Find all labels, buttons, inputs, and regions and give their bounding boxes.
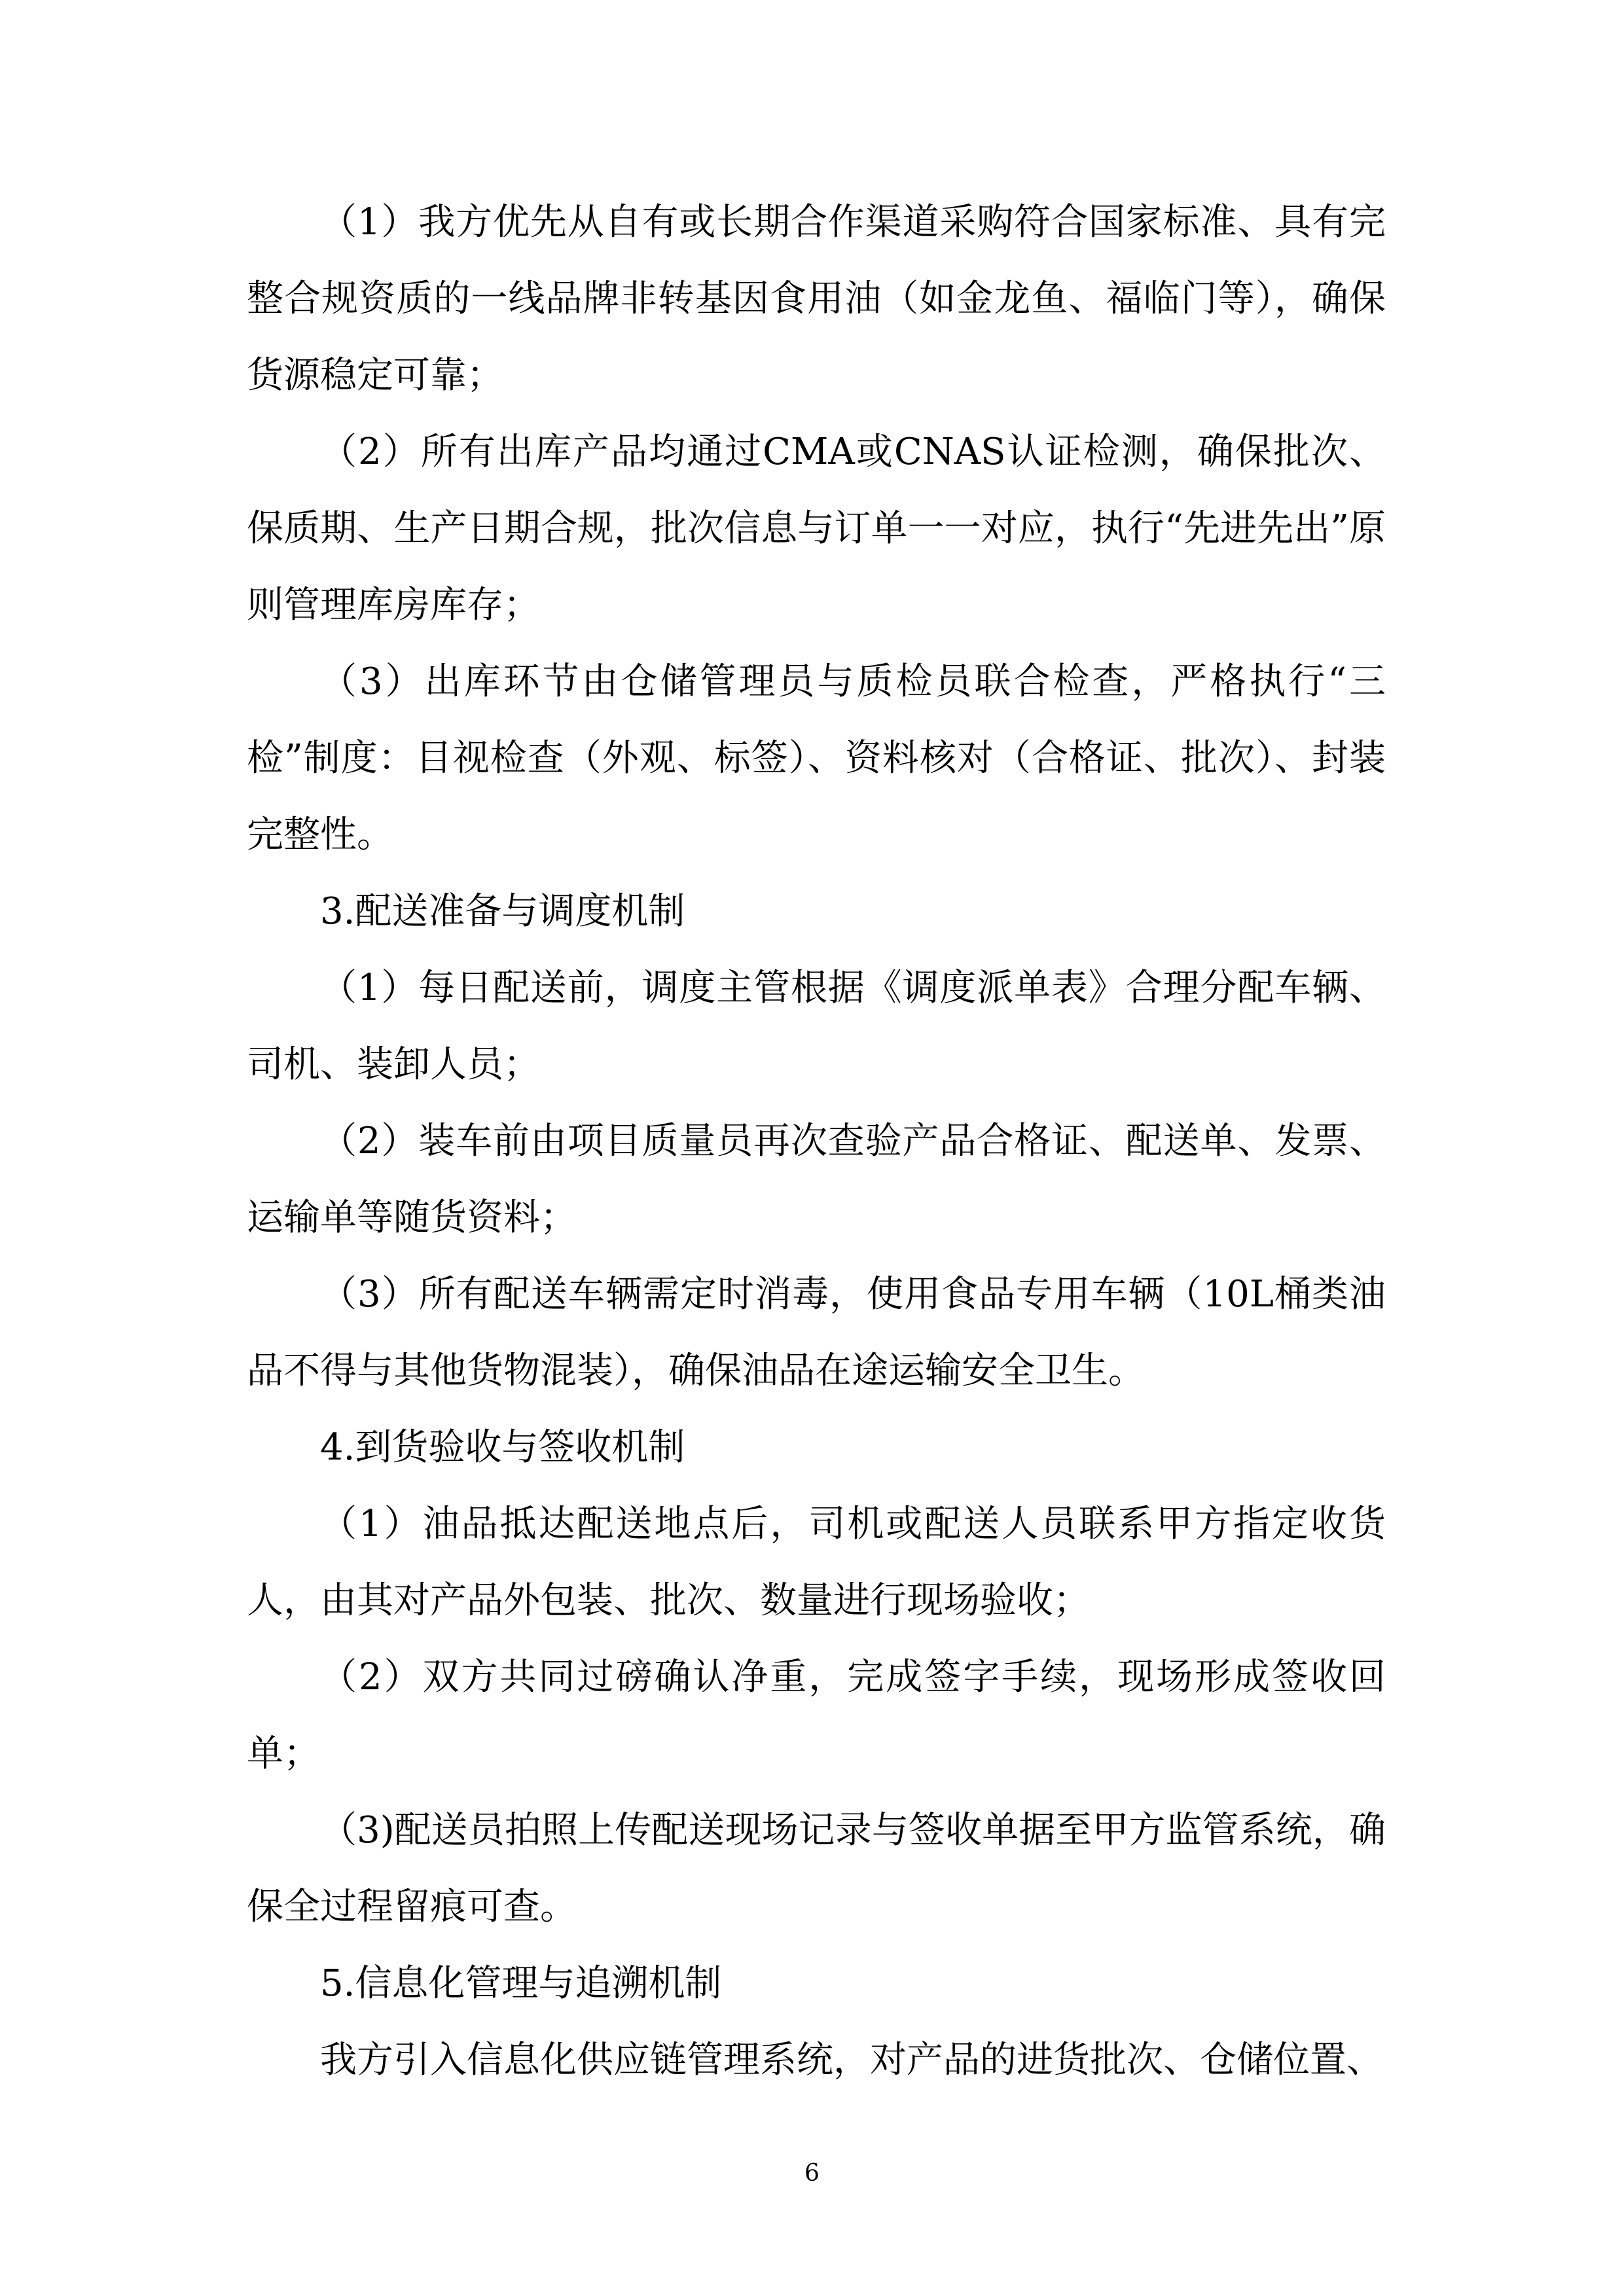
page-body: [247, 184, 1386, 2098]
paragraph-dispatch-item-2: （2）装车前由项目质量员再次查验产品合格证、配送单、发票、运输单等随货资料；: [247, 1120, 1386, 1239]
section-heading-acceptance: 4.到货验收与签收机制: [320, 1426, 685, 1469]
paragraph-acceptance-item-2: （2）双方共同过磅确认净重，完成签字手续，现场形成签收回单；: [247, 1656, 1386, 1775]
section-heading-dispatch: 3.配送准备与调度机制: [320, 890, 685, 933]
paragraph-traceability: 我方引入信息化供应链管理系统，对产品的进货批次、仓储位置、: [320, 2039, 1383, 2081]
paragraph-dispatch-item-3: （3）所有配送车辆需定时消毒，使用食品专用车辆（10L桶类油品不得与其他货物混装），确保油品在途运输安全卫生。: [247, 1273, 1386, 1392]
paragraph-acceptance-item-3: （3)配送员拍照上传配送现场记录与签收单据至甲方监管系统，确保全过程留痕可查。: [247, 1809, 1386, 1928]
paragraph-procurement-item-1: （1）我方优先从自有或长期合作渠道采购符合国家标准、具有完整合规资质的一线品牌非转基因食用油（如金龙鱼、福临门等），确保货源稳定可靠；: [247, 201, 1386, 397]
paragraph-procurement-item-3: （3）出库环节由仓储管理员与质检员联合检查，严格执行“三检”制度：目视检查（外观、标签）、资料核对（合格证、批次）、封装完整性。: [247, 660, 1386, 856]
paragraph-dispatch-item-1: （1）每日配送前，调度主管根据《调度派单表》合理分配车辆、司机、装卸人员；: [247, 967, 1386, 1086]
paragraph-acceptance-item-1: （1）油品抵达配送地点后，司机或配送人员联系甲方指定收货人，由其对产品外包装、批次、数量进行现场验收；: [247, 1503, 1386, 1622]
paragraph-procurement-item-2: （2）所有出库产品均通过CMA或CNAS认证检测，确保批次、保质期、生产日期合规，批次信息与订单一一对应，执行“先进先出”原则管理库房库存；: [247, 431, 1386, 626]
page-number: 6: [804, 2160, 820, 2187]
section-heading-traceability: 5.信息化管理与追溯机制: [320, 1962, 722, 2005]
